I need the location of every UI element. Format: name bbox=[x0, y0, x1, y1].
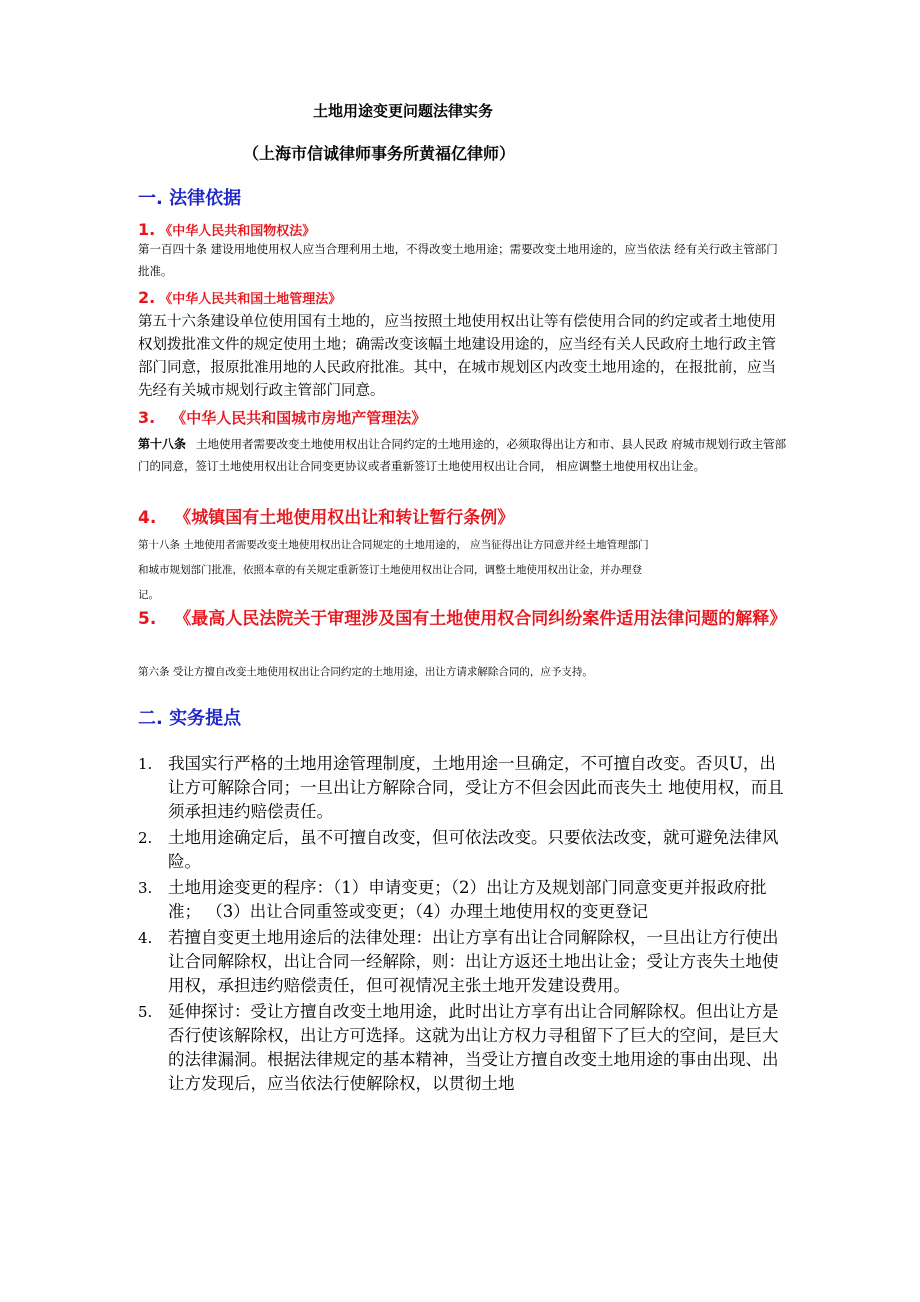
practice-points-list bbox=[138, 752, 788, 1098]
list-item: 5. 延伸探讨：受让方擅自改变土地用途，此时出让方享有出让合同解除权。但出让方是否行使该解除权，出让方可选择。这就为出让方权力寻租留下了巨大的空间，是巨大的法律漏洞。根据法律规定的基本精神，当受让方擅自改变土地用途的事由出现、出让方发现后，应当依法行使解除权，以贯彻土地 bbox=[138, 1002, 779, 1093]
law-heading-1: 1. 《中华人民共和国物权法》 bbox=[138, 220, 316, 239]
law-text-3: 第十八条 土地使用者需要改变土地使用权出让合同约定的土地用途的，必须取得出让方和市、县人民政 府城市规划行政主管部门的同意，签订土地使用权出让合同变更协议或者重新签订土地使用权出让合同， 相应调整土地使用权出让金。 bbox=[138, 437, 787, 473]
law-heading-5: 5. 《最高人民法院关于审理涉及国有土地使用权合同纠纷案件适用法律问题的解释》 bbox=[138, 609, 787, 629]
law-text-4: 第十八条 土地使用者需要改变土地使用权出让合同规定的土地用途的， 应当征得出让方同意并经土地管理部门 和城市规划部门批准，依照本章的有关规定重新签订土地使用权出让合同，调整土地使用权出让金，并办理登 记。 bbox=[138, 539, 649, 601]
law-heading-4: 4. 《城镇国有土地使用权出让和转让暂行条例》 bbox=[138, 508, 515, 528]
list-item: 2. 土地用途确定后，虽不可擅自改变，但可依法改变。只要依法改变，就可避免法律风险。 bbox=[138, 828, 779, 871]
section-heading-practice-points: 二. 实务提点 bbox=[138, 708, 242, 729]
law-heading-3: 3. 《中华人民共和国城市房地产管理法》 bbox=[138, 408, 427, 427]
list-item: 3. 土地用途变更的程序：（1）申请变更；（2）出让方及规划部门同意变更并报政府批准； （3）出让合同重签或变更；（4）办理土地使用权的变更登记 bbox=[138, 878, 767, 921]
law-text-2: 第五十六条建设单位使用国有土地的，应当按照土地使用权出让等有偿使用合同的约定或者土地使用权划拨批准文件的规定使用土地；确需改变该幅土地建设用途的，应当经有关人民政府土地行政主管部门同意，报原批准用地的人民政府批准。其中，在城市规划区内改变土地用途的，在报批前，应当先经有关城市规划行政主管部门同意。 bbox=[138, 314, 776, 399]
document-subtitle: （上海市信诚律师事务所黄福亿律师） bbox=[243, 144, 516, 163]
list-item: 1. 我国实行严格的土地用途管理制度，土地用途一旦确定，不可擅自改变。否贝U，出让方可解除合同；一旦出让方解除合同，受让方不但会因此而丧失土 地使用权，而且须承担违约赔偿责任。 bbox=[138, 754, 784, 821]
law-text-1: 第一百四十条 建设用地使用权人应当合理利用土地，不得改变土地用途；需要改变土地用途的，应当依法 经有关行政主管部门批准。 bbox=[138, 242, 778, 278]
document-title: 土地用途变更问题法律实务 bbox=[313, 102, 494, 120]
section-heading-legal-basis: 一. 法律依据 bbox=[138, 188, 242, 209]
list-item: 4. 若擅自变更土地用途后的法律处理：出让方享有出让合同解除权，一旦出让方行使出让合同解除权，出让合同一经解除，则：出让方返还土地出让金；受让方丧失土地使用权，承担违约赔偿责任，但可视情况主张土地开发建设费用。 bbox=[138, 928, 779, 995]
law-text-5: 第六条 受让方擅自改变土地使用权出让合同约定的土地用途，出让方请求解除合同的，应予支持。 bbox=[138, 666, 593, 678]
law-heading-2: 2. 《中华人民共和国土地管理法》 bbox=[138, 288, 342, 307]
